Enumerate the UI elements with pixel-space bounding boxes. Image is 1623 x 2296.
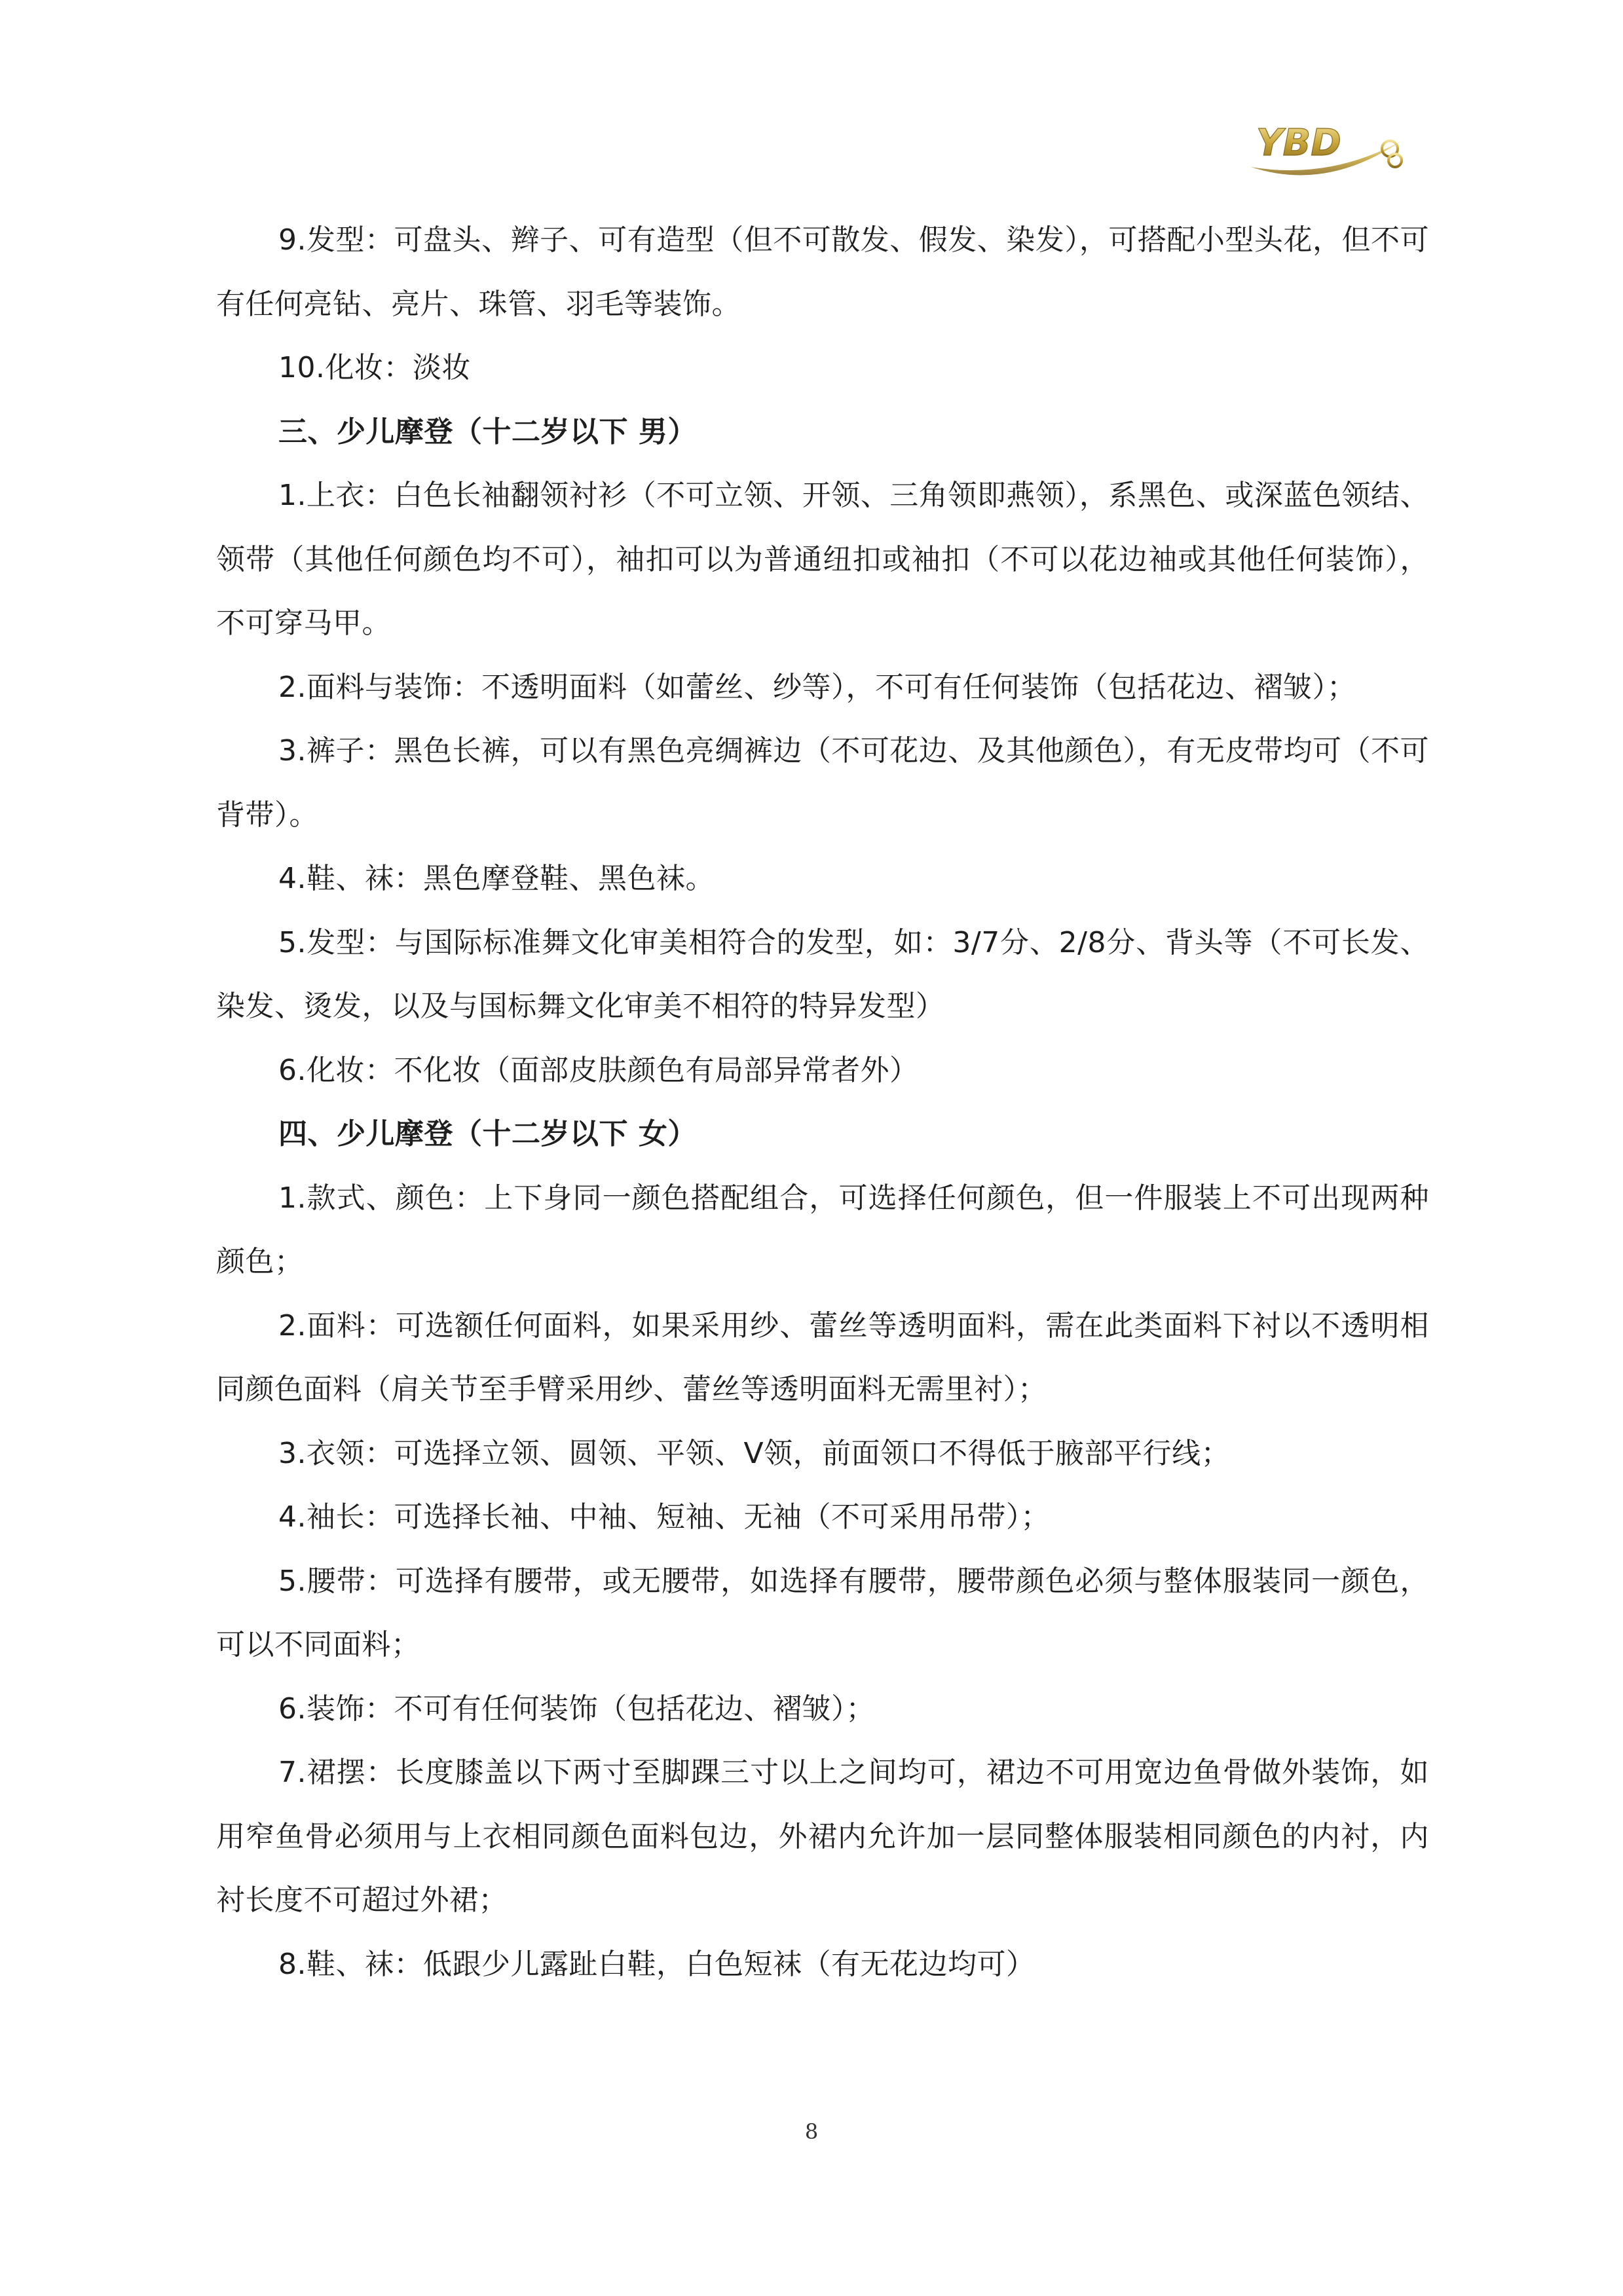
body-paragraph: 3.裤子：黑色长裤，可以有黑色亮绸裤边（不可花边、及其他颜色），有无皮带均可（不可背带）。: [216, 734, 1429, 832]
body-paragraph: 1.款式、颜色：上下身同一颜色搭配组合，可选择任何颜色，但一件服装上不可出现两种颜色；: [216, 1181, 1429, 1278]
body-paragraph: 6.装饰：不可有任何装饰（包括花边、褶皱）；: [278, 1692, 875, 1726]
body-paragraph: 5.发型：与国际标准舞文化审美相符合的发型，如：3/7分、2/8分、背头等（不可长发、染发、烫发，以及与国标舞文化审美不相符的特异发型）: [216, 925, 1429, 1023]
body-paragraph: 3.衣领：可选择立领、圆领、平领、V领，前面领口不得低于腋部平行线；: [278, 1436, 1231, 1470]
body-paragraph: 2.面料与装饰：不透明面料（如蕾丝、纱等），不可有任何装饰（包括花边、褶皱）；: [278, 670, 1356, 704]
body-paragraph: 9.发型：可盘头、辫子、可有造型（但不可散发、假发、染发），可搭配小型头花，但不可有任何亮钻、亮片、珠管、羽毛等装饰。: [216, 223, 1429, 321]
document-body: [216, 208, 1429, 1996]
body-paragraph: 4.鞋、袜：黑色摩登鞋、黑色袜。: [278, 862, 715, 895]
body-paragraph: 7.裙摆：长度膝盖以下两寸至脚踝三寸以上之间均可，裙边不可用宽边鱼骨做外装饰，如用窄鱼骨必须用与上衣相同颜色面料包边，外裙内允许加一层同整体服装相同颜色的内衬，内衬长度不可超过外裙；: [216, 1756, 1429, 1917]
body-paragraph: 2.面料：可选额任何面料，如果采用纱、蕾丝等透明面料，需在此类面料下衬以不透明相同颜色面料（肩关节至手臂采用纱、蕾丝等透明面料无需里衬）；: [216, 1308, 1429, 1406]
logo-text: YBD: [1256, 122, 1341, 164]
ybd-logo-icon: [1238, 115, 1415, 187]
body-paragraph: 6.化妆：不化妆（面部皮肤颜色有局部异常者外）: [278, 1053, 919, 1087]
body-paragraph: 8.鞋、袜：低跟少儿露趾白鞋，白色短袜（有无花边均可）: [278, 1947, 1035, 1981]
body-paragraph: 5.腰带：可选择有腰带，或无腰带，如选择有腰带，腰带颜色必须与整体服装同一颜色，可以不同面料；: [216, 1564, 1429, 1661]
body-paragraph: 4.袖长：可选择长袖、中袖、短袖、无袖（不可采用吊带）；: [278, 1500, 1050, 1534]
logo-graphic: [1238, 115, 1415, 187]
section-heading: 三、少儿摩登（十二岁以下 男）: [278, 415, 697, 449]
section-heading: 四、少儿摩登（十二岁以下 女）: [278, 1117, 697, 1151]
body-paragraph: 1.上衣：白色长袖翻领衬衫（不可立领、开领、三角领即燕领），系黑色、或深蓝色领结、领带（其他任何颜色均不可），袖扣可以为普通纽扣或袖扣（不可以花边袖或其他任何装饰），不可穿马甲。: [216, 479, 1429, 640]
page-number: 8: [804, 2119, 819, 2144]
body-paragraph: 10.化妆：淡妆: [278, 351, 471, 384]
